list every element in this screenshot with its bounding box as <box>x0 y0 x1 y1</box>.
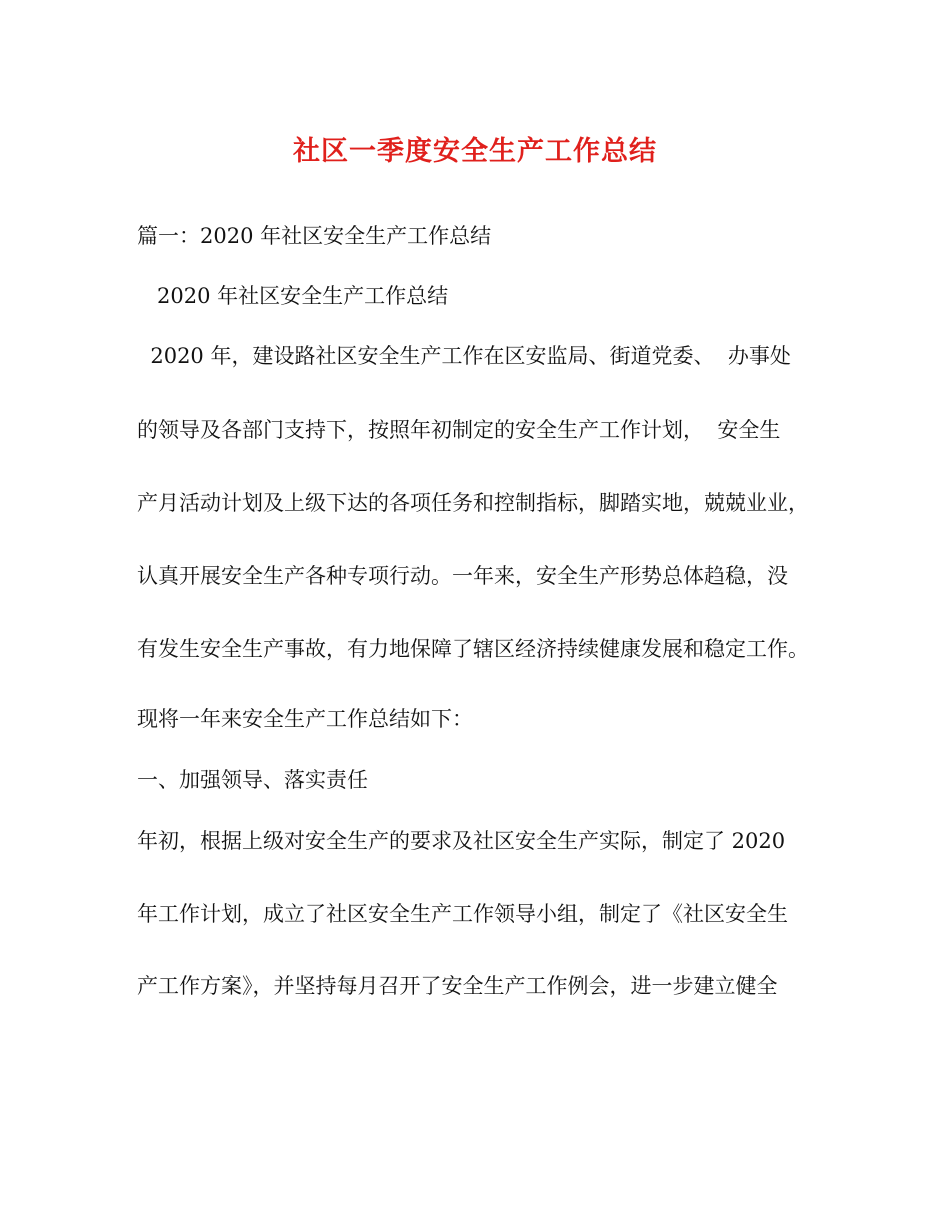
paragraph-line: 现将一年来安全生产工作总结如下： <box>137 707 473 731</box>
section-heading: 一、加强领导、落实责任 <box>137 768 368 792</box>
paragraph-line: 产工作方案》，并坚持每月召开了安全生产工作例会，进一步建立健全 <box>137 974 778 998</box>
section-heading: 篇一：2020 年社区安全生产工作总结 <box>137 224 492 248</box>
paragraph-line: 有发生安全生产事故，有力地保障了辖区经济持续健康发展和稳定工作。 <box>137 637 809 661</box>
paragraph-line: 年工作计划，成立了社区安全生产工作领导小组，制定了《社区安全生 <box>137 902 788 926</box>
paragraph-line: 认真开展安全生产各种专项行动。一年来，安全生产形势总体趋稳，没 <box>137 564 788 588</box>
paragraph-line: 的领导及各部门支持下，按照年初制定的安全生产工作计划， 安全生 <box>137 418 781 442</box>
document-title: 社区一季度安全生产工作总结 <box>293 136 657 167</box>
paragraph-line: 产月活动计划及上级下达的各项任务和控制指标，脚踏实地，兢兢业业， <box>137 491 809 515</box>
paragraph-line: 年初，根据上级对安全生产的要求及社区安全生产实际，制定了 2020 <box>137 829 786 853</box>
subtitle-line: 2020 年社区安全生产工作总结 <box>137 284 449 308</box>
paragraph-line: 2020 年，建设路社区安全生产工作在区安监局、街道党委、 办事处 <box>137 344 791 368</box>
